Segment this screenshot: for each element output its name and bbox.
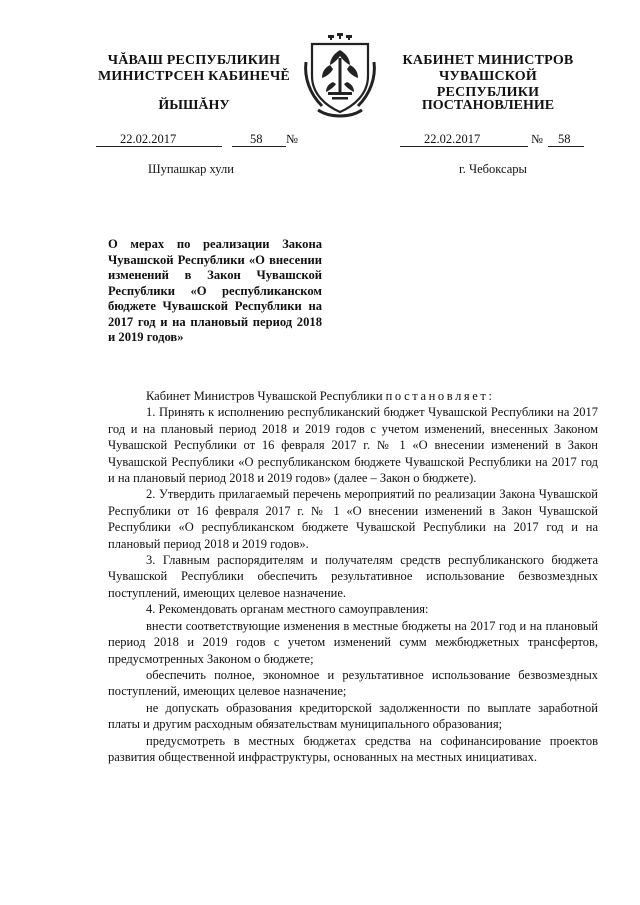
body-paragraph-5: внести соответствующие изменения в местные бюджеты на 2017 год и на плановый период 2018 и 2019 годов с учетом изменений сумм межбюджетных трансфертов, предусмотренных Законом о бюджете; <box>108 618 598 666</box>
date-right: 22.02.2017 <box>424 132 481 146</box>
number-sign-right: № <box>531 132 543 146</box>
header-left-line2: МИНИСТРСЕН КАБИНЕЧĚ <box>98 69 290 84</box>
document-body <box>108 388 598 765</box>
body-paragraph-3: 3. Главным распорядителям и получателям средств республиканского бюджета Чувашской Республики обеспечить результативное использование безвозмездных поступлений, имеющих целевое назначение. <box>108 553 598 600</box>
doctype-right: ПОСТАНОВЛЕНИЕ <box>421 98 555 113</box>
body-paragraph-7: не допускать образования кредиторской задолженности по выплате заработной платы и другим расходным обязательствам муниципального образования; <box>108 700 598 732</box>
body-paragraph-6: обеспечить полное, экономное и результативное использование безвозмездных поступлений, имеющих целевое назначение; <box>108 667 598 699</box>
intro-paragraph <box>108 388 598 404</box>
place-left: Шупашкар хули <box>148 162 234 176</box>
header-right-line1: КАБИНЕТ МИНИСТРОВ <box>402 53 574 68</box>
header-left <box>96 53 292 85</box>
header-right-line2: ЧУВАШСКОЙ РЕСПУБЛИКИ <box>436 69 540 100</box>
date-left: 22.02.2017 <box>120 132 177 146</box>
document-title: О мерах по реализации Закона Чувашской Республики «О внесении изменений в Закон Чувашской Республики «О республиканском бюджете Чувашской Республики на 2017 год и на плановый период 2018 и 2019 годов» <box>108 237 322 344</box>
coat-of-arms-icon <box>300 32 380 118</box>
doctype-left: ЙЫШĂНУ <box>158 98 230 113</box>
intro-verb: постановляет: <box>385 389 495 403</box>
intro-lead: Кабинет Министров Чувашской Республики <box>146 389 383 403</box>
header-right <box>388 53 588 101</box>
body-paragraph-4: 4. Рекомендовать органам местного самоуправления: <box>146 602 429 617</box>
number-left: 58 <box>250 132 263 146</box>
header-left-line1: ЧĂВАШ РЕСПУБЛИКИН <box>107 53 281 68</box>
body-paragraph-8: предусмотреть в местных бюджетах средства на софинансирование проектов развития общественной инфраструктуры, основанных на местных инициативах. <box>108 733 598 764</box>
body-paragraph-2: 2. Утвердить прилагаемый перечень мероприятий по реализации Закона Чувашской Республики от 16 февраля 2017 г. № 1 «О внесении изменений в Закон Чувашской Республики «О республиканском бюджете Чувашской Республики на 2017 год и на плановый период 2018 и 2019 годов». <box>108 487 598 551</box>
place-right: г. Чебоксары <box>459 162 527 176</box>
number-right: 58 <box>558 132 571 146</box>
number-sign-left: № <box>286 132 298 146</box>
body-paragraph-1: 1. Принять к исполнению республиканский бюджет Чувашской Республики на 2017 год и на плановый период 2018 и 2019 годов с учетом изменений, внесенных Законом Чувашской Республики от 16 февраля 2017 г. № 1 «О внесении изменений в Закон Чувашской Республики «О республиканском бюджете Чувашской Республики на 2017 год и на плановый период 2018 и 2019 годов» (далее – Закон о бюджете). <box>108 405 598 486</box>
